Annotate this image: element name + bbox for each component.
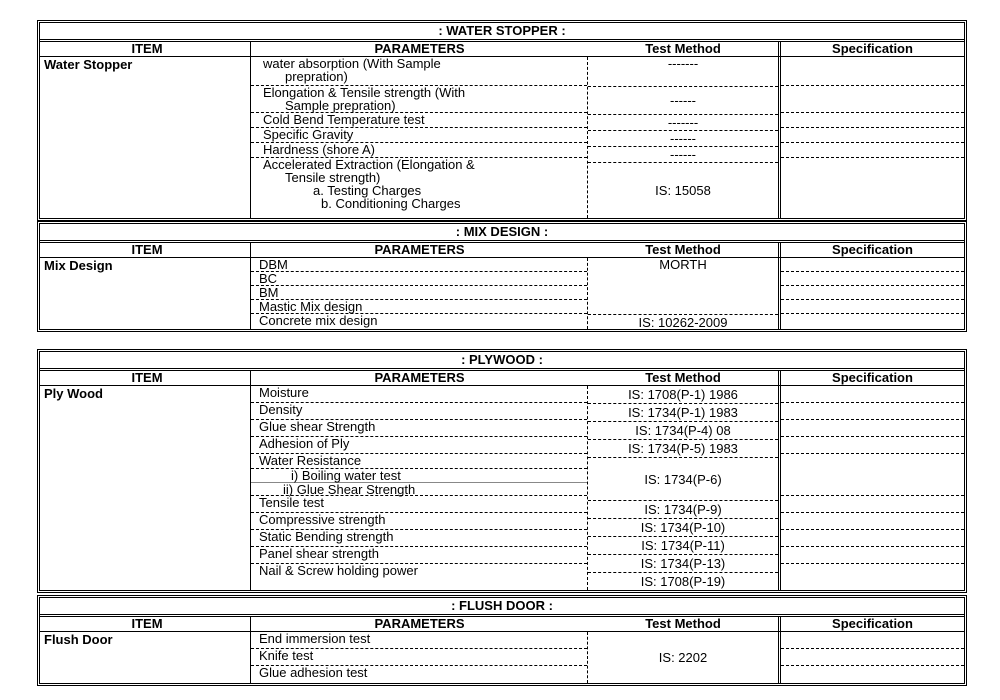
parameter-cell: Glue shear Strength [251, 420, 587, 437]
header-row [40, 243, 964, 258]
mix-design-table [37, 221, 967, 332]
header-specification: Specification [778, 243, 964, 257]
test-method-cell: IS: 1734(P-13) [588, 555, 778, 573]
specification-cell [781, 530, 964, 547]
parameter-cell: DBM [251, 258, 587, 272]
specification-cell [781, 564, 964, 581]
parameter-cell: BM [251, 286, 587, 300]
parameter-cell: Glue adhesion test [259, 665, 368, 680]
parameter-cell: Knife test [251, 649, 587, 666]
header-specification: Specification [778, 617, 964, 631]
parameter-cell: Hardness (shore A) [251, 143, 587, 158]
specification-cell [781, 300, 964, 314]
parameter-cell: Adhesion of Ply [251, 437, 587, 454]
flush-door-table [37, 595, 967, 686]
header-row [40, 617, 964, 632]
test-method-cell: ------- [588, 115, 778, 131]
header-item: ITEM [131, 242, 163, 257]
specification-cell [781, 286, 964, 300]
parameter-cell: Panel shear strength [251, 547, 587, 564]
parameter-cell: Mastic Mix design [251, 300, 587, 314]
parameter-cell: i) Boiling water test [251, 469, 587, 483]
header-test-method: Test Method [645, 41, 721, 56]
test-method-cell: IS: 2202 [658, 650, 708, 665]
specification-cell [781, 113, 964, 128]
parameter-cell: Water Resistance [251, 454, 587, 469]
specification-cell [781, 454, 964, 496]
parameter-cell: Elongation & Tensile strength (With Sample prepration) [251, 86, 587, 113]
specification-cell [781, 86, 964, 113]
test-method-cell: IS: 1734(P-10) [588, 519, 778, 537]
header-parameters: PARAMETERS [250, 42, 588, 56]
specification-cell [781, 496, 964, 513]
test-method-cell: IS: 1734(P-6) [588, 458, 778, 501]
specification-cell [781, 420, 964, 437]
table-title: : PLYWOOD : [40, 352, 964, 371]
test-method-cell: ------ [588, 131, 778, 147]
test-method-cell: MORTH [588, 258, 778, 315]
parameter-cell: Accelerated Extraction (Elongation & Tensile strength) a. Testing Charges b. Conditioning Charges [263, 157, 475, 211]
test-method-cell: IS: 1734(P-4) 08 [588, 422, 778, 440]
parameter-cell: Moisture [251, 386, 587, 403]
parameter-cell: Static Bending strength [251, 530, 587, 547]
parameter-cell: End immersion test [251, 632, 587, 649]
specification-cell [781, 513, 964, 530]
test-method-cell: IS: 15058 [655, 183, 711, 198]
specification-cell [781, 547, 964, 564]
parameter-cell: Cold Bend Temperature test [251, 113, 587, 128]
specification-cell [781, 272, 964, 286]
test-method-cell: ------- [588, 57, 778, 87]
specification-cell [781, 158, 964, 213]
test-method-cell: ------ [588, 87, 778, 115]
parameter-cell: ii) Glue Shear Strength [283, 482, 416, 497]
test-method-cell: IS: 1734(P-1) 1983 [588, 404, 778, 422]
specification-cell [781, 666, 964, 683]
parameter-cell: Compressive strength [251, 513, 587, 530]
parameter-cell: water absorption (With Sample prepration) [251, 57, 587, 86]
test-method-cell: IS: 10262-2009 [638, 314, 728, 330]
water-stopper-table [37, 20, 967, 221]
specification-cell [781, 632, 964, 649]
test-method-cell: IS: 1708(P-19) [640, 574, 726, 589]
parameter-cell: Density [251, 403, 587, 420]
header-parameters: PARAMETERS [250, 371, 588, 385]
header-row [40, 42, 964, 57]
test-method-cell: IS: 1734(P-5) 1983 [588, 440, 778, 458]
table-title: : FLUSH DOOR : [40, 598, 964, 617]
parameter-cell: Tensile test [251, 496, 587, 513]
item-name: Flush Door [44, 632, 113, 647]
test-method-cell: IS: 1734(P-11) [588, 537, 778, 555]
test-method-cell: ------ [588, 147, 778, 163]
test-method-cell: IS: 1708(P-1) 1986 [588, 386, 778, 404]
header-parameters: PARAMETERS [250, 617, 588, 631]
specification-cell [781, 386, 964, 403]
header-row [40, 371, 964, 386]
water-resistance-group [251, 454, 587, 496]
item-name: Mix Design [44, 258, 113, 273]
specification-cell [781, 57, 964, 86]
parameter-cell: BC [251, 272, 587, 286]
specification-cell [781, 314, 964, 328]
header-specification: Specification [778, 42, 964, 56]
header-item: ITEM [131, 370, 163, 385]
header-test-method: Test Method [645, 242, 721, 257]
header-parameters: PARAMETERS [250, 243, 588, 257]
header-specification: Specification [778, 371, 964, 385]
test-method-cell: IS: 1734(P-9) [588, 501, 778, 519]
header-test-method: Test Method [645, 616, 721, 631]
specification-cell [781, 437, 964, 454]
specification-cell [781, 128, 964, 143]
specification-cell [781, 258, 964, 272]
specification-cell [781, 143, 964, 158]
header-item: ITEM [131, 41, 163, 56]
parameter-cell: Specific Gravity [251, 128, 587, 143]
plywood-table [37, 349, 967, 593]
item-name: Water Stopper [44, 57, 133, 72]
item-name: Ply Wood [44, 386, 103, 401]
parameter-cell: Concrete mix design [259, 313, 378, 328]
header-item: ITEM [131, 616, 163, 631]
header-test-method: Test Method [645, 370, 721, 385]
table-title: : WATER STOPPER : [40, 23, 964, 42]
table-title: : MIX DESIGN : [40, 224, 964, 243]
parameter-cell: Nail & Screw holding power [259, 563, 418, 578]
specification-cell [781, 649, 964, 666]
specification-cell [781, 403, 964, 420]
